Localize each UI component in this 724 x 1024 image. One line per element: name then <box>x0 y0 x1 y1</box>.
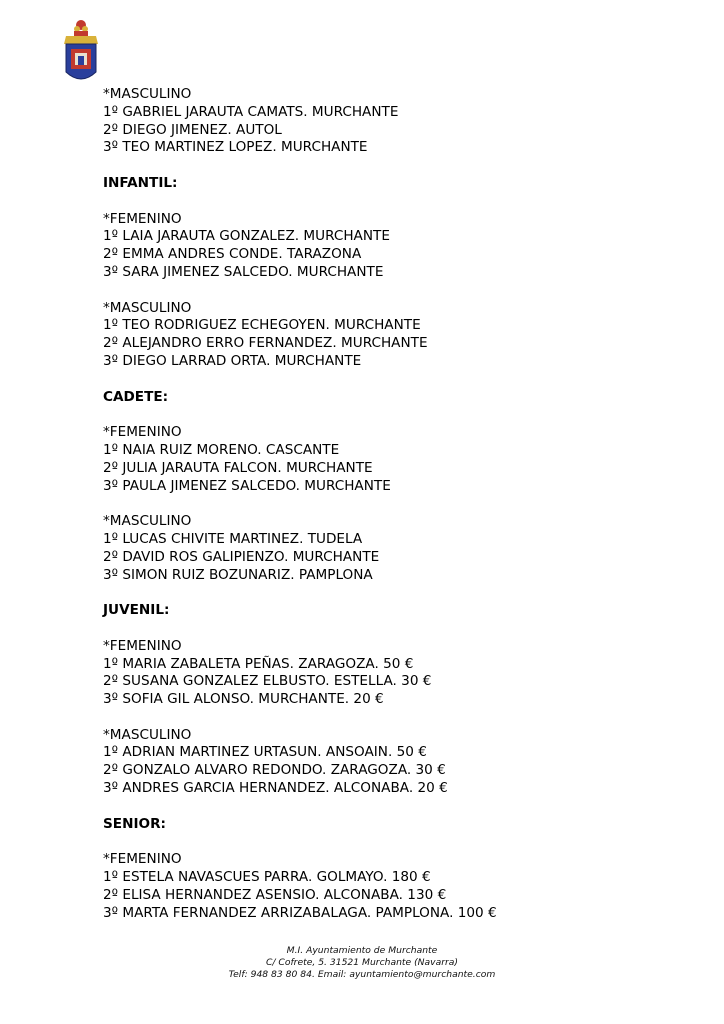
list-item: 1º NAIA RUIZ MORENO. CASCANTE <box>103 441 340 458</box>
list-item: 1º MARIA ZABALETA PEÑAS. ZARAGOZA. 50 € <box>103 655 414 672</box>
list-item: 3º SOFIA GIL ALONSO. MURCHANTE. 20 € <box>103 691 384 708</box>
group-label: *MASCULINO <box>103 513 192 530</box>
category-heading: INFANTIL: <box>103 174 178 191</box>
group-label: *MASCULINO <box>103 299 192 316</box>
group-label: *FEMENINO <box>103 851 182 868</box>
footer-organization: M.I. Ayuntamiento de Murchante <box>286 945 438 956</box>
list-item: 1º ADRIAN MARTINEZ URTASUN. ANSOAIN. 50 € <box>103 744 427 761</box>
list-item: 2º SUSANA GONZALEZ ELBUSTO. ESTELLA. 30 € <box>103 673 432 690</box>
list-item: 2º DAVID ROS GALIPIENZO. MURCHANTE <box>103 548 380 565</box>
list-item: 2º ALEJANDRO ERRO FERNANDEZ. MURCHANTE <box>103 335 428 352</box>
list-item: 3º MARTA FERNANDEZ ARRIZABALAGA. PAMPLONA. 100 € <box>103 904 497 921</box>
group-label: *FEMENINO <box>103 637 182 654</box>
list-item: 3º SIMON RUIZ BOZUNARIZ. PAMPLONA <box>103 566 373 583</box>
results-list <box>103 86 683 922</box>
category-heading: CADETE: <box>103 388 169 405</box>
list-item: 1º TEO RODRIGUEZ ECHEGOYEN. MURCHANTE <box>103 317 421 334</box>
list-item: 3º TEO MARTINEZ LOPEZ. MURCHANTE <box>103 139 368 156</box>
list-item: 3º ANDRES GARCIA HERNANDEZ. ALCONABA. 20 € <box>103 780 448 797</box>
list-item: 2º EMMA ANDRES CONDE. TARAZONA <box>103 246 362 263</box>
list-item: 2º JULIA JARAUTA FALCON. MURCHANTE <box>103 459 373 476</box>
list-item: 1º ESTELA NAVASCUES PARRA. GOLMAYO. 180 € <box>103 869 431 886</box>
group-label: *MASCULINO <box>103 726 192 743</box>
group-label: *FEMENINO <box>103 424 182 441</box>
category-heading: SENIOR: <box>103 815 166 832</box>
list-item: 2º ELISA HERNANDEZ ASENSIO. ALCONABA. 130 € <box>103 886 447 903</box>
footer-address: C/ Cofrete, 5. 31521 Murchante (Navarra) <box>265 957 458 968</box>
list-item: 2º GONZALO ALVARO REDONDO. ZARAGOZA. 30 € <box>103 762 446 779</box>
category-heading: JUVENIL: <box>103 602 170 619</box>
list-item: 1º LAIA JARAUTA GONZALEZ. MURCHANTE <box>103 228 390 245</box>
list-item: 3º SARA JIMENEZ SALCEDO. MURCHANTE <box>103 263 384 280</box>
page-footer <box>0 945 724 981</box>
group-label: *FEMENINO <box>103 210 182 227</box>
list-item: 3º PAULA JIMENEZ SALCEDO. MURCHANTE <box>103 477 391 494</box>
group-label: *MASCULINO <box>103 86 192 102</box>
list-item: 1º GABRIEL JARAUTA CAMATS. MURCHANTE <box>103 103 399 120</box>
list-item: 3º DIEGO LARRAD ORTA. MURCHANTE <box>103 352 362 369</box>
list-item: 2º DIEGO JIMENEZ. AUTOL <box>103 121 282 138</box>
coat-of-arms-icon <box>60 18 102 88</box>
footer-contact: Telf: 948 83 80 84. Email: ayuntamiento@murchante.com <box>228 969 496 980</box>
list-item: 1º LUCAS CHIVITE MARTINEZ. TUDELA <box>103 530 363 547</box>
